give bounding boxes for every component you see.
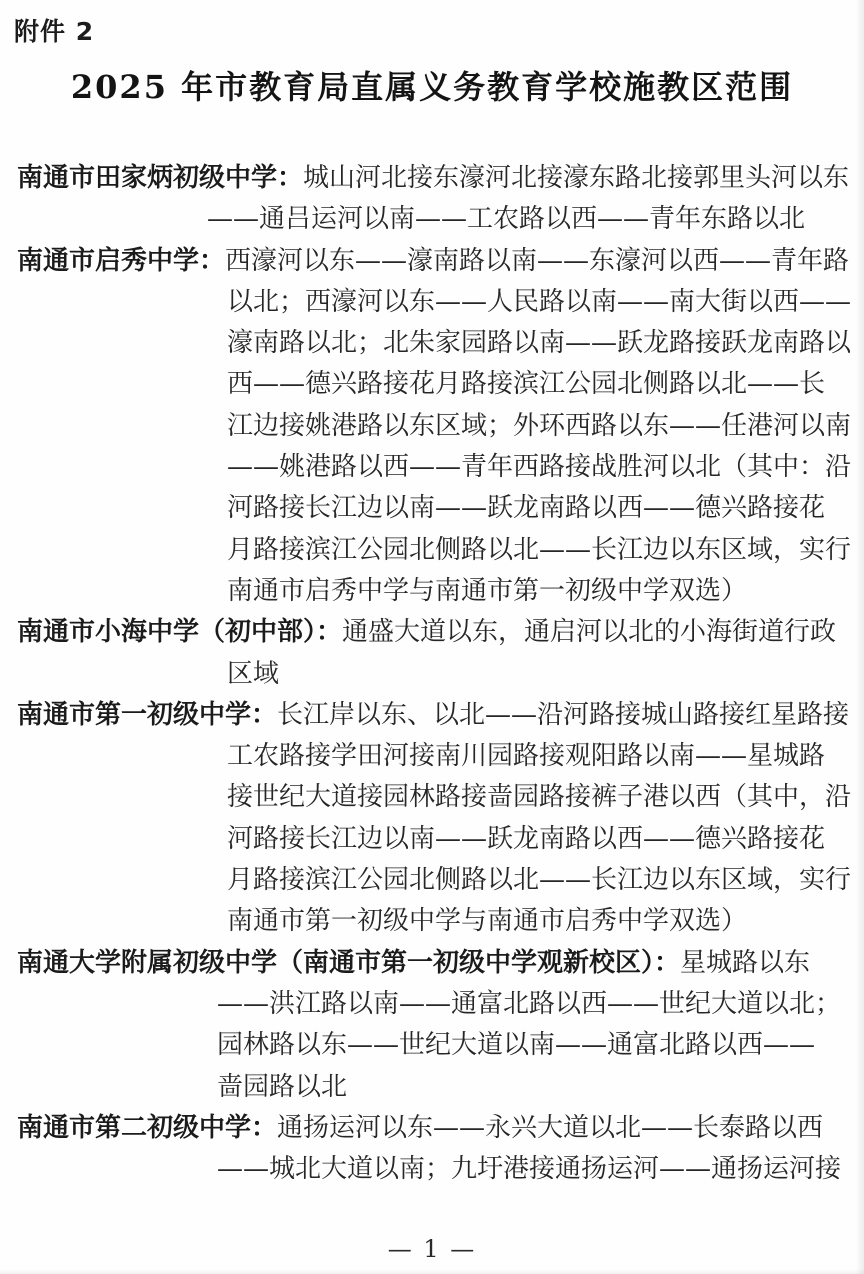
district-text: 通扬运河以东——永兴大道以北——长泰路以西 — [277, 1112, 824, 1143]
district-text-line: 月路接滨江公园北侧路以北——长江边以东区域，实行 — [227, 534, 852, 565]
district-text-line: 西——德兴路接花月路接滨江公园北侧路以北——长 — [227, 369, 826, 400]
district-text-line: 工农路接学田河接南川园路接观阳路以南——星城路 — [227, 741, 826, 772]
district-text-line: 接世纪大道接园林路接啬园路接裤子港以西（其中，沿 — [227, 782, 852, 813]
page-title: 2025 年市教育局直属义务教育学校施教区范围 — [70, 68, 794, 106]
district-text-line: ——姚港路以西——青年西路接战胜河以北（其中：沿 — [227, 452, 852, 483]
district-text: 通盛大道以东，通启河以北的小海街道行政 — [342, 617, 837, 648]
district-text-line: 啬园路以北 — [217, 1071, 348, 1102]
school-name: 南通市第一初级中学： — [17, 699, 278, 730]
district-text-line: 江边接姚港路以东区域；外环西路以东——任港河以南 — [227, 410, 852, 441]
school-entry-qixiu — [17, 241, 850, 613]
school-name: 南通市小海中学（初中部）： — [17, 617, 343, 648]
entry-first-line — [17, 241, 850, 282]
school-name: 南通大学附属初级中学（南通市第一初级中学观新校区）： — [17, 947, 681, 978]
school-entry-diyi-chuji — [17, 695, 850, 943]
district-text-line: 南通市第一初级中学与南通市启秀中学双选） — [227, 906, 748, 937]
district-text-line: 南通市启秀中学与南通市第一初级中学双选） — [227, 575, 748, 606]
district-text-line: 以北；西濠河以东——人民路以南——南大街以西—— — [227, 286, 852, 317]
district-text-line: 园林路以东——世纪大道以南——通富北路以西—— — [217, 1030, 816, 1061]
page-number: — 1 — — [387, 1235, 477, 1263]
school-name: 南通市田家炳初级中学： — [17, 163, 304, 193]
attachment-label: 附件 2 — [14, 17, 95, 46]
school-entry-tongda-fushu — [17, 943, 850, 1108]
school-entry-tianjiabing — [17, 158, 850, 241]
district-text-line: ——通吕运河以南——工农路以西——青年东路以北 — [207, 204, 806, 235]
school-entry-xiaohai — [17, 612, 850, 695]
district-text-line: ——城北大道以南；九圩港接通扬运河——通扬运河接 — [217, 1154, 842, 1185]
district-text-line: 濠南路以北；北朱家园路以南——跃龙路接跃龙南路以 — [227, 328, 852, 359]
district-text: 星城路以东 — [680, 947, 811, 978]
document-body — [17, 158, 850, 1190]
school-entry-dier-chuji — [17, 1108, 850, 1191]
entry-first-line — [17, 695, 850, 736]
district-text: 城山河北接东濠河北接濠东路北接郭里头河以东 — [303, 163, 850, 193]
district-text-line: 河路接长江边以南——跃龙南路以西——德兴路接花 — [227, 493, 826, 524]
school-name: 南通市启秀中学： — [17, 245, 226, 276]
entry-first-line — [17, 612, 850, 653]
entry-first-line — [17, 1108, 850, 1149]
school-name: 南通市第二初级中学： — [17, 1112, 278, 1143]
district-text-line: ——洪江路以南——通富北路以西——世纪大道以北； — [217, 988, 842, 1019]
entry-first-line — [17, 943, 850, 984]
scan-edge-bottom — [0, 1269, 864, 1274]
scan-edge-right — [856, 0, 864, 1274]
district-text: 西濠河以东——濠南路以南——东濠河以西——青年路 — [225, 245, 850, 276]
district-text-line: 区域 — [227, 658, 280, 689]
district-text-line: 河路接长江边以南——跃龙南路以西——德兴路接花 — [227, 823, 826, 854]
entry-first-line — [17, 158, 850, 199]
district-text-line: 月路接滨江公园北侧路以北——长江边以东区域，实行 — [227, 865, 852, 896]
district-text: 长江岸以东、以北——沿河路接城山路接红星路接 — [277, 699, 850, 730]
